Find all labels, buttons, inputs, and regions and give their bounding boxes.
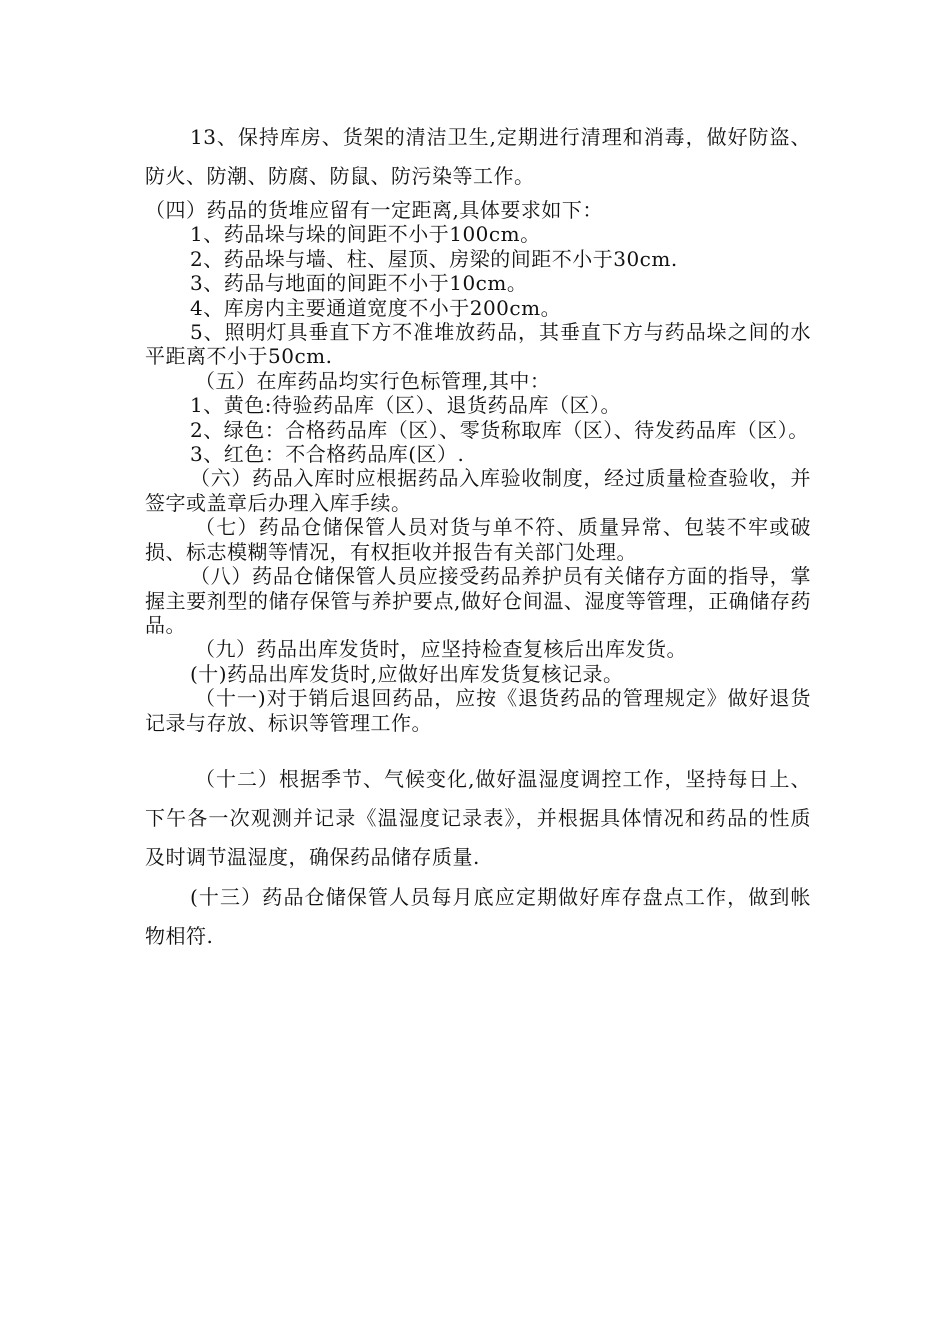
section-5-heading: （五）在库药品均实行色标管理,其中： (195, 368, 551, 393)
section-7: （七）药品仓储保管人员对货与单不符、质量异常、包装不牢或破损、标志模糊等情况，有权拒收并报告有关部门处理。 (145, 515, 811, 564)
section-5-item-3: 3、红色：不合格药品库(区）. (190, 442, 465, 467)
section-4-item-3: 3、药品与地面的间距不小于10cm。 (190, 271, 528, 296)
section-9: （九）药品出库发货时，应坚持检查复核后出库发货。 (195, 637, 687, 662)
section-8: （八）药品仓储保管人员应接受药品养护员有关储存方面的指导，掌握主要剂型的储存保管与养护要点,做好仓间温、湿度等管理，正确储存药品。 (145, 564, 811, 637)
section-5-item-2: 2、绿色：合格药品库（区）、零货称取库（区）、待发药品库（区）。 (190, 417, 809, 442)
section-12: （十二）根据季节、气候变化,做好温湿度调控工作，坚持每日上、下午各一次观测并记录《温湿度记录表》，并根据具体情况和药品的性质及时调节温湿度，确保药品储存质量. (145, 767, 811, 869)
section-6: （六）药品入库时应根据药品入库验收制度，经过质量检查验收，并签字或盖章后办理入库手续。 (145, 466, 811, 515)
paragraph-item-13: 13、保持库房、货架的清洁卫生,定期进行清理和消毒，做好防盗、防火、防潮、防腐、防鼠、防污染等工作。 (145, 125, 811, 188)
section-4-item-1: 1、药品垛与垛的间距不小于100cm。 (190, 222, 541, 247)
section-4-item-2: 2、药品垛与墙、柱、屋顶、房梁的间距不小于30cm. (190, 246, 678, 271)
storage-rules-block (145, 198, 811, 735)
section-10: (十)药品出库发货时,应做好出库发货复核记录。 (190, 661, 624, 686)
section-4-item-4: 4、库房内主要通道宽度不小于200cm。 (190, 295, 562, 320)
section-4-heading: （四）药品的货堆应留有一定距离,具体要求如下： (145, 198, 603, 222)
section-5-item-1: 1、黄色:待验药品库（区）、退货药品库（区）。 (190, 393, 621, 418)
section-13: (十三）药品仓储保管人员每月底应定期做好库存盘点工作，做到帐物相符. (145, 885, 811, 948)
section-4-item-5: 5、照明灯具垂直下方不准堆放药品，其垂直下方与药品垛之间的水平距离不小于50cm. (145, 320, 811, 369)
section-11: （十一)对于销后退回药品，应按《退货药品的管理规定》做好退货记录与存放、标识等管理工作。 (145, 686, 811, 735)
